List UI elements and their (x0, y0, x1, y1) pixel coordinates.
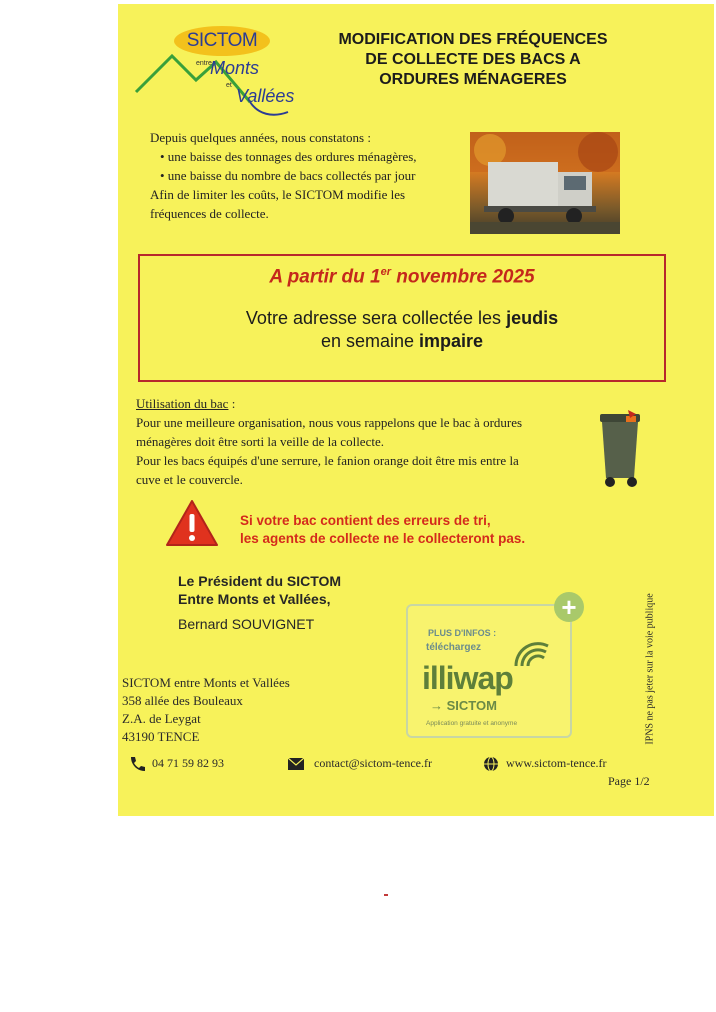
notice-line-1 (140, 308, 664, 329)
postal-address (122, 674, 290, 746)
signer-name: Bernard SOUVIGNET (178, 616, 315, 632)
address-line-2: 358 allée des Bouleaux (122, 693, 243, 708)
sictom-logo (132, 22, 295, 122)
illiwap-plus-infos: PLUS D'INFOS : (428, 628, 497, 638)
warning-icon (164, 498, 220, 548)
website-url[interactable]: www.sictom-tence.fr (506, 756, 607, 770)
notice-date-prefix: A partir du 1 (269, 266, 381, 288)
illiwap-brand: illiwap (422, 660, 513, 696)
usage-line-2: ménagères doit être sorti la veille de la collecte. (136, 434, 384, 449)
notice-line-2-text: en semaine (320, 331, 420, 351)
usage-title: Utilisation du bac (136, 396, 229, 411)
president-title (178, 572, 341, 608)
garbage-truck-icon (470, 132, 620, 234)
illiwap-download: téléchargez (426, 642, 482, 653)
collection-notice-box (138, 254, 666, 382)
illiwap-promo-box (406, 592, 577, 738)
garbage-truck-photo (470, 132, 620, 234)
president-line-1: Le Président du SICTOM (178, 573, 342, 589)
notice-line-1-text: Votre adresse sera collectée les (245, 308, 507, 328)
envelope-icon (288, 758, 304, 770)
side-note-text: IPNS ne pas jeter sur la voie publique (644, 593, 656, 745)
logo-sictom-text: SICTOM (174, 26, 270, 56)
notice-date-sup: er (380, 266, 391, 278)
email-address[interactable]: contact@sictom-tence.fr (314, 756, 432, 770)
intro-line-1: Depuis quelques années, nous constatons : (150, 130, 371, 145)
intro-line-4: Afin de limiter les coûts, le SICTOM modifie les (150, 187, 406, 202)
intro-bullet-2: • une baisse du nombre de bacs collectés par jour (160, 168, 416, 183)
notice-day-bold: jeudis (506, 308, 559, 328)
phone-icon (128, 756, 146, 772)
page-number: Page 1/2 (608, 774, 650, 788)
plus-icon: + (554, 592, 584, 622)
title-line-1: MODIFICATION DES FRÉQUENCES (338, 31, 608, 48)
illiwap-sictom: → SICTOM (430, 698, 497, 713)
notice-week-bold: impaire (419, 331, 484, 351)
address-line-1: SICTOM entre Monts et Vallées (122, 675, 290, 690)
usage-paragraph (136, 394, 578, 489)
usage-line-4: cuve et le couvercle. (136, 472, 243, 487)
flyer-page (118, 4, 714, 816)
address-line-3: Z.A. de Leygat (122, 711, 201, 726)
intro-paragraph (150, 128, 460, 223)
usage-line-1: Pour une meilleure organisation, nous vous rappelons que le bac à ordures (136, 415, 523, 430)
signal-waves-icon (512, 640, 552, 668)
wheelie-bin-image (596, 408, 646, 488)
phone-number: 04 71 59 82 93 (152, 756, 224, 770)
notice-date (140, 266, 664, 288)
title-line-3: ORDURES MÉNAGERES (379, 71, 567, 88)
globe-icon (482, 756, 500, 772)
page-title (298, 30, 648, 90)
title-line-2: DE COLLECTE DES BACS A (365, 51, 581, 68)
logo-vallees-text: Vallées (236, 86, 295, 106)
warning-line-2: les agents de collecte ne le collecteront pas. (240, 531, 526, 546)
usage-heading (136, 394, 578, 413)
address-line-4: 43190 TENCE (122, 729, 200, 744)
logo-et-text: et (226, 82, 232, 89)
scan-mark (384, 894, 388, 896)
intro-line-5: fréquences de collecte. (150, 206, 269, 221)
wheelie-bin-icon (596, 408, 646, 488)
usage-line-3: Pour les bacs équipés d'une serrure, le fanion orange doit être mis entre la (136, 453, 519, 468)
side-note-vertical (640, 576, 660, 762)
warning-line-1: Si votre bac contient des erreurs de tri, (240, 513, 491, 528)
intro-bullet-1: • une baisse des tonnages des ordures ménagères, (160, 149, 417, 164)
notice-date-suffix: novembre 2025 (390, 266, 535, 288)
usage-title-suffix: : (228, 396, 236, 411)
logo-monts-text: Monts (210, 58, 260, 78)
notice-line-2 (140, 331, 664, 352)
logo-entre-text: entre (196, 60, 212, 67)
warning-message (240, 512, 600, 548)
illiwap-small-print: Application gratuite et anonyme (426, 720, 518, 727)
president-line-2: Entre Monts et Vallées, (178, 591, 331, 607)
